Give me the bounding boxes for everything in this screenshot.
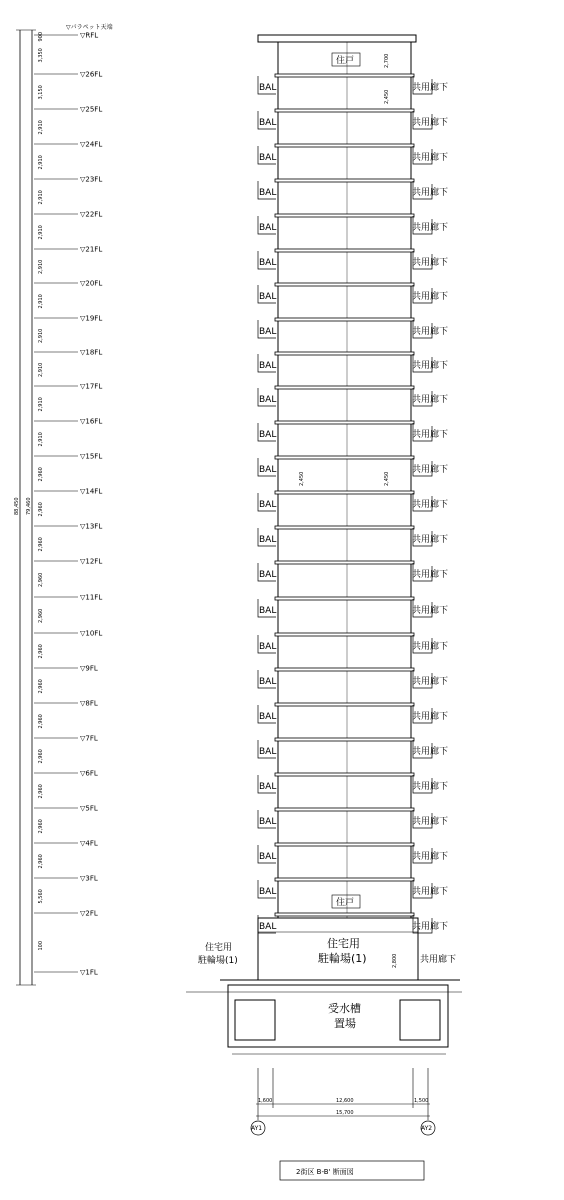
floor-height-dim: 3,350: [38, 48, 44, 63]
floor-height-dim: 5,560: [38, 889, 44, 904]
level-label: ▽20FL: [80, 279, 103, 288]
floor-slab: [275, 144, 414, 147]
floor-height-dim: 2,960: [38, 608, 44, 623]
ground-and-basement: [186, 918, 462, 1054]
ceiling-dim-3: 2,450: [299, 471, 305, 486]
level-label: ▽13FL: [80, 522, 103, 531]
floor-slab: [275, 526, 414, 529]
balcony-label: BAL: [259, 535, 277, 545]
corridor-label: 共用廊下: [412, 817, 449, 827]
floor-slab: [275, 421, 414, 424]
floor-slab: [275, 283, 414, 286]
floor-slab: [275, 352, 414, 355]
corridor-label: 共用廊下: [412, 606, 449, 616]
corridor-label: 共用廊下: [412, 922, 449, 932]
total-height-label: 88,450: [14, 497, 20, 515]
floor-height-dim: 2,960: [38, 784, 44, 799]
floor-height-dim: 2,960: [38, 854, 44, 869]
balcony-label: BAL: [259, 430, 277, 440]
water-tank-line1: 受水槽: [328, 1002, 361, 1015]
floor-height-dim: 2,910: [38, 259, 44, 274]
floor-height-dim: 2,960: [38, 502, 44, 517]
floor-height-dim: 2,960: [38, 679, 44, 694]
floor-height-dim: 2,960: [38, 537, 44, 552]
total-height-label-2: 79,460: [26, 497, 32, 515]
balcony-label: BAL: [259, 852, 277, 862]
level-label: ▽6FL: [80, 769, 98, 778]
bike-left-line2: 駐輪場(1): [198, 956, 238, 966]
balcony-label: BAL: [259, 922, 277, 932]
level-label: ▽5FL: [80, 804, 98, 813]
floor-slab: [275, 491, 414, 494]
corridor-label: 共用廊下: [412, 292, 449, 302]
corridor-label: 共用廊下: [412, 747, 449, 757]
floor-height-dim: 2,910: [38, 328, 44, 343]
level-label: ▽10FL: [80, 629, 103, 638]
balcony-label: BAL: [259, 223, 277, 233]
level-label: ▽19FL: [80, 314, 103, 323]
floor-slab: [275, 386, 414, 389]
dim-1600: 1,600: [258, 1098, 273, 1104]
parapet-label: ▽パラペット天端: [66, 24, 113, 31]
balcony-label: BAL: [259, 83, 277, 93]
floor-slab: [275, 597, 414, 600]
corridor-label: 共用廊下: [412, 361, 449, 371]
floor-slab: [275, 109, 414, 112]
floor-levels: [34, 32, 102, 977]
balcony-label: BAL: [259, 782, 277, 792]
balcony-label: BAL: [259, 817, 277, 827]
balcony-label: BAL: [259, 188, 277, 198]
corridor-label: 共用廊下: [412, 570, 449, 580]
level-label: ▽1FL: [80, 968, 98, 977]
level-label: ▽18FL: [80, 348, 103, 357]
corridor-label: 共用廊下: [412, 500, 449, 510]
floor-height-dim: 900: [38, 31, 44, 42]
level-label: ▽15FL: [80, 452, 103, 461]
floor-height-dim: 2,910: [38, 120, 44, 135]
corridor-label: 共用廊下: [412, 223, 449, 233]
level-label: ▽9FL: [80, 664, 98, 673]
floor-height-dim: 2,910: [38, 225, 44, 240]
floor-slab: [275, 808, 414, 811]
dim-15700: 15,700: [336, 1110, 354, 1116]
drawing-caption: 2街区 B-B' 断面図: [296, 1168, 354, 1176]
balcony-label: BAL: [259, 327, 277, 337]
corridor-ground-label: 共用廊下: [420, 955, 457, 965]
balcony-label: BAL: [259, 642, 277, 652]
floor-height-dim: 100: [38, 940, 44, 951]
corridor-label: 共用廊下: [412, 153, 449, 163]
level-label: ▽4FL: [80, 839, 98, 848]
ceiling-dim-1: 2,700: [384, 53, 390, 68]
corridor-label: 共用廊下: [412, 887, 449, 897]
floor-slab: [275, 179, 414, 182]
dim-12600: 12,600: [336, 1098, 354, 1104]
level-label: ▽25FL: [80, 105, 103, 114]
unit-labels: [259, 81, 448, 932]
level-label: ▽8FL: [80, 699, 98, 708]
floor-slab: [275, 456, 414, 459]
dimension-column: [14, 30, 36, 985]
corridor-label: 共用廊下: [412, 395, 449, 405]
grid-label-ay1: AY1: [251, 1125, 263, 1132]
floor-slab: [275, 318, 414, 321]
floor-height-dim: 2,960: [38, 819, 44, 834]
floor-slab: [275, 703, 414, 706]
floor-slab: [275, 668, 414, 671]
level-label: ▽2FL: [80, 909, 98, 918]
corridor-label: 共用廊下: [412, 852, 449, 862]
bike-left-line1: 住宅用: [205, 943, 233, 953]
balcony-label: BAL: [259, 118, 277, 128]
floor-slab: [275, 74, 414, 77]
floor-slab: [275, 249, 414, 252]
floor-height-dim: 2,910: [38, 362, 44, 377]
balcony-label: BAL: [259, 570, 277, 580]
floor-slab: [275, 214, 414, 217]
balcony-label: BAL: [259, 292, 277, 302]
ceiling-dim-2: 2,450: [384, 89, 390, 104]
ceiling-dim-4: 2,450: [384, 471, 390, 486]
balcony-label: BAL: [259, 712, 277, 722]
level-label: ▽21FL: [80, 245, 103, 254]
floor-height-dim: 3,150: [38, 85, 44, 100]
floor-slab: [275, 913, 414, 916]
corridor-label: 共用廊下: [412, 83, 449, 93]
level-label: ▽22FL: [80, 210, 103, 219]
corridor-label: 共用廊下: [412, 677, 449, 687]
corridor-label: 共用廊下: [412, 535, 449, 545]
floor-slab: [275, 878, 414, 881]
corridor-label: 共用廊下: [412, 712, 449, 722]
floor-height-dim: 2,960: [38, 467, 44, 482]
water-tank-line2: 置場: [334, 1017, 356, 1030]
balcony-label: BAL: [259, 677, 277, 687]
balcony-label: BAL: [259, 887, 277, 897]
balcony-label: BAL: [259, 465, 277, 475]
corridor-label: 共用廊下: [412, 642, 449, 652]
floor-height-dim: 2,960: [38, 572, 44, 587]
dwelling-label-top: 住戸: [336, 56, 355, 66]
level-label: ▽16FL: [80, 417, 103, 426]
floor-height-dim: 2,910: [38, 155, 44, 170]
floor-height-dim: 2,910: [38, 190, 44, 205]
corridor-label: 共用廊下: [412, 327, 449, 337]
building-section: [258, 35, 416, 918]
corridor-label: 共用廊下: [412, 188, 449, 198]
floor-slab: [275, 843, 414, 846]
floor-slab: [275, 738, 414, 741]
level-label: ▽12FL: [80, 557, 103, 566]
bike-center-line2: 駐輪場(1): [318, 952, 367, 965]
floor-slab: [275, 561, 414, 564]
level-label: ▽RFL: [80, 31, 99, 40]
level-label: ▽26FL: [80, 70, 103, 79]
balcony-label: BAL: [259, 361, 277, 371]
corridor-label: 共用廊下: [412, 430, 449, 440]
floor-height-dim: 2,910: [38, 397, 44, 412]
floor-height-dim: 2,960: [38, 644, 44, 659]
corridor-label: 共用廊下: [412, 465, 449, 475]
balcony-label: BAL: [259, 500, 277, 510]
balcony-label: BAL: [259, 747, 277, 757]
balcony-label: BAL: [259, 395, 277, 405]
floor-slabs: [258, 74, 432, 933]
balcony-label: BAL: [259, 606, 277, 616]
level-label: ▽24FL: [80, 140, 103, 149]
corridor-label: 共用廊下: [412, 782, 449, 792]
grid-label-ay2: AY2: [421, 1125, 433, 1132]
balcony-label: BAL: [259, 153, 277, 163]
level-label: ▽14FL: [80, 487, 103, 496]
floor-height-dim: 2,910: [38, 432, 44, 447]
level-label: ▽7FL: [80, 734, 98, 743]
ceiling-dim-5: 2,800: [392, 953, 398, 968]
floor-height-dim: 2,960: [38, 714, 44, 729]
level-label: ▽17FL: [80, 382, 103, 391]
level-label: ▽11FL: [80, 593, 103, 602]
corridor-label: 共用廊下: [412, 118, 449, 128]
floor-slab: [275, 773, 414, 776]
floor-slab: [275, 633, 414, 636]
bike-center-line1: 住宅用: [327, 937, 360, 950]
level-label: ▽23FL: [80, 175, 103, 184]
dim-1500: 1,500: [414, 1098, 429, 1104]
floor-height-dim: 2,910: [38, 294, 44, 309]
corridor-label: 共用廊下: [412, 258, 449, 268]
dwelling-label-bottom: 住戸: [336, 898, 355, 908]
floor-height-dim: 2,960: [38, 749, 44, 764]
balcony-label: BAL: [259, 258, 277, 268]
level-label: ▽3FL: [80, 874, 98, 883]
